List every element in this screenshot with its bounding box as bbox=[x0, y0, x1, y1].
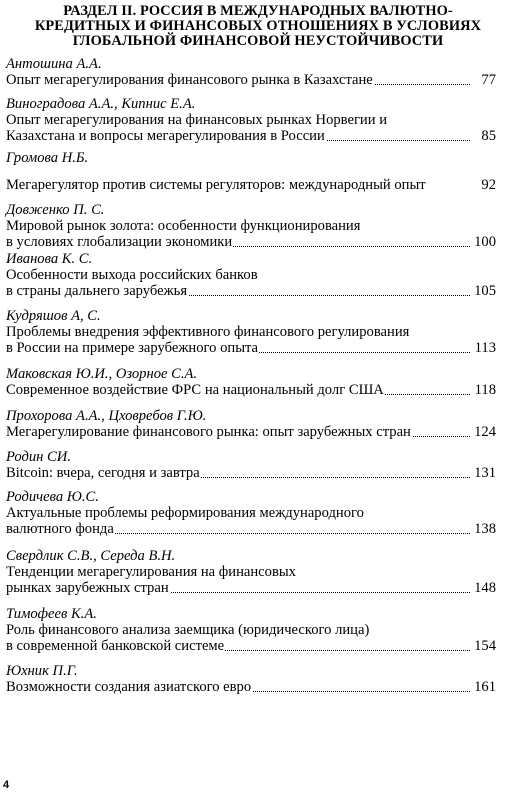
toc-entry-title-line: Проблемы внедрения эффективного финансового регулирования bbox=[6, 324, 410, 340]
toc-entry-page: 92 bbox=[470, 177, 496, 193]
toc-entry-page: 124 bbox=[470, 424, 496, 440]
toc-entry-page: 100 bbox=[470, 234, 496, 250]
toc-entry-title-line bbox=[6, 679, 496, 695]
toc-entry-authors: Довженко П. С. bbox=[6, 202, 105, 218]
toc-entry bbox=[6, 96, 496, 144]
toc-entry-authors: Тимофеев К.А. bbox=[6, 606, 97, 622]
toc-entry-title-line: Роль финансового анализа заемщика (юридического лица) bbox=[6, 622, 370, 638]
toc-entry-page: 161 bbox=[470, 679, 496, 695]
toc-entry-title: Возможности создания азиатского евро bbox=[6, 679, 252, 695]
toc-entry-title: рынках зарубежных стран bbox=[6, 580, 169, 596]
page-number: 4 bbox=[3, 779, 10, 791]
toc-entry bbox=[6, 663, 496, 695]
toc-entry-title-line bbox=[6, 638, 496, 654]
toc-entry-title-line bbox=[6, 465, 496, 481]
toc-entry-title: Bitcoin: вчера, сегодня и завтра bbox=[6, 465, 200, 481]
toc-entry-title: в страны дальнего зарубежья bbox=[6, 283, 188, 299]
toc-entry-authors: Кудряшов А, С. bbox=[6, 308, 101, 324]
toc-entry-title: валютного фонда bbox=[6, 521, 114, 537]
toc-entry bbox=[6, 548, 496, 596]
toc-entry bbox=[6, 251, 496, 299]
toc-entry-title: в России на примере зарубежного опыта bbox=[6, 340, 259, 356]
toc-entry-authors: Виноградова А.А., Кипнис Е.А. bbox=[6, 96, 196, 112]
toc-entry-title-line bbox=[6, 340, 496, 356]
toc-entry-page: 77 bbox=[470, 72, 496, 88]
toc-entry-title-line: Тенденции мегарегулирования на финансовых bbox=[6, 564, 296, 580]
toc-entry-authors: Прохорова А.А., Цховребов Г.Ю. bbox=[6, 408, 207, 424]
toc-entry-title: в условиях глобализации экономики bbox=[6, 234, 233, 250]
section-heading-line-1: РАЗДЕЛ II. РОССИЯ В МЕЖДУНАРОДНЫХ ВАЛЮТНО- bbox=[63, 3, 453, 19]
toc-entry-title: Современное воздействие ФРС на национальный долг США bbox=[6, 382, 384, 398]
toc-entry-title: Казахстана и вопросы мегарегулирования в России bbox=[6, 128, 325, 144]
toc-entry-page: 138 bbox=[470, 521, 496, 537]
toc-entry-authors: Родичева Ю.С. bbox=[6, 489, 99, 505]
toc-entry-authors: Свердлик С.В., Середа В.Н. bbox=[6, 548, 176, 564]
toc-entry-title: Опыт мегарегулирования финансового рынка в Казахстане bbox=[6, 72, 373, 88]
toc-entry bbox=[6, 56, 496, 88]
toc-entry-title-line: Актуальные проблемы реформирования международного bbox=[6, 505, 364, 521]
toc-entry-title-line bbox=[6, 177, 496, 193]
toc-entry-title-line bbox=[6, 424, 496, 440]
toc-entry-authors: Юхник П.Г. bbox=[6, 663, 78, 679]
toc-entry-title-line: Мировой рынок золота: особенности функционирования bbox=[6, 218, 361, 234]
toc-entry bbox=[6, 408, 496, 440]
toc-entry-page: 85 bbox=[470, 128, 496, 144]
toc-entry-title: Мегарегулятор против системы регуляторов: международный опыт bbox=[6, 177, 426, 193]
toc-entry-authors: Громова Н.Б. bbox=[6, 150, 89, 166]
toc-entry-title-line bbox=[6, 128, 496, 144]
toc-entry-title-line: Особенности выхода российских банков bbox=[6, 267, 258, 283]
toc-entry-page: 131 bbox=[470, 465, 496, 481]
toc-entry-page: 154 bbox=[470, 638, 496, 654]
toc-entry-authors: Маковская Ю.И., Озорное С.А. bbox=[6, 366, 198, 382]
toc-entry bbox=[6, 150, 496, 193]
toc-entry-page: 113 bbox=[470, 340, 496, 356]
toc-entry-title-line bbox=[6, 72, 496, 88]
toc-entry-page: 148 bbox=[470, 580, 496, 596]
toc-entry bbox=[6, 606, 496, 654]
toc-entry-title: Мегарегулирование финансового рынка: опыт зарубежных стран bbox=[6, 424, 411, 440]
section-heading-line-3: ГЛОБАЛЬНОЙ ФИНАНСОВОЙ НЕУСТОЙЧИВОСТИ bbox=[72, 33, 444, 49]
toc-entry-title-line bbox=[6, 580, 496, 596]
toc-entry-page: 118 bbox=[470, 382, 496, 398]
toc-entry-title-line bbox=[6, 382, 496, 398]
toc-entry-authors: Родин СИ. bbox=[6, 449, 71, 465]
toc-entry-title-line bbox=[6, 521, 496, 537]
toc-entry bbox=[6, 449, 496, 481]
toc-entry-authors: Иванова К. С. bbox=[6, 251, 93, 267]
toc-entry-title: в современной банковской системе bbox=[6, 638, 225, 654]
section-heading bbox=[6, 4, 510, 49]
toc-entry-authors: Антошина А.А. bbox=[6, 56, 102, 72]
toc-entry bbox=[6, 202, 496, 250]
toc-entry-title-line bbox=[6, 283, 496, 299]
toc-entry bbox=[6, 308, 496, 356]
toc-entry bbox=[6, 366, 496, 398]
toc-entry-title-line: Опыт мегарегулирования на финансовых рынках Норвегии и bbox=[6, 112, 388, 128]
section-heading-line-2: КРЕДИТНЫХ И ФИНАНСОВЫХ ОТНОШЕНИЯХ В УСЛОВИЯХ bbox=[34, 18, 482, 34]
toc-entry bbox=[6, 489, 496, 537]
toc-entry-title-line bbox=[6, 234, 496, 250]
toc-entry-page: 105 bbox=[470, 283, 496, 299]
